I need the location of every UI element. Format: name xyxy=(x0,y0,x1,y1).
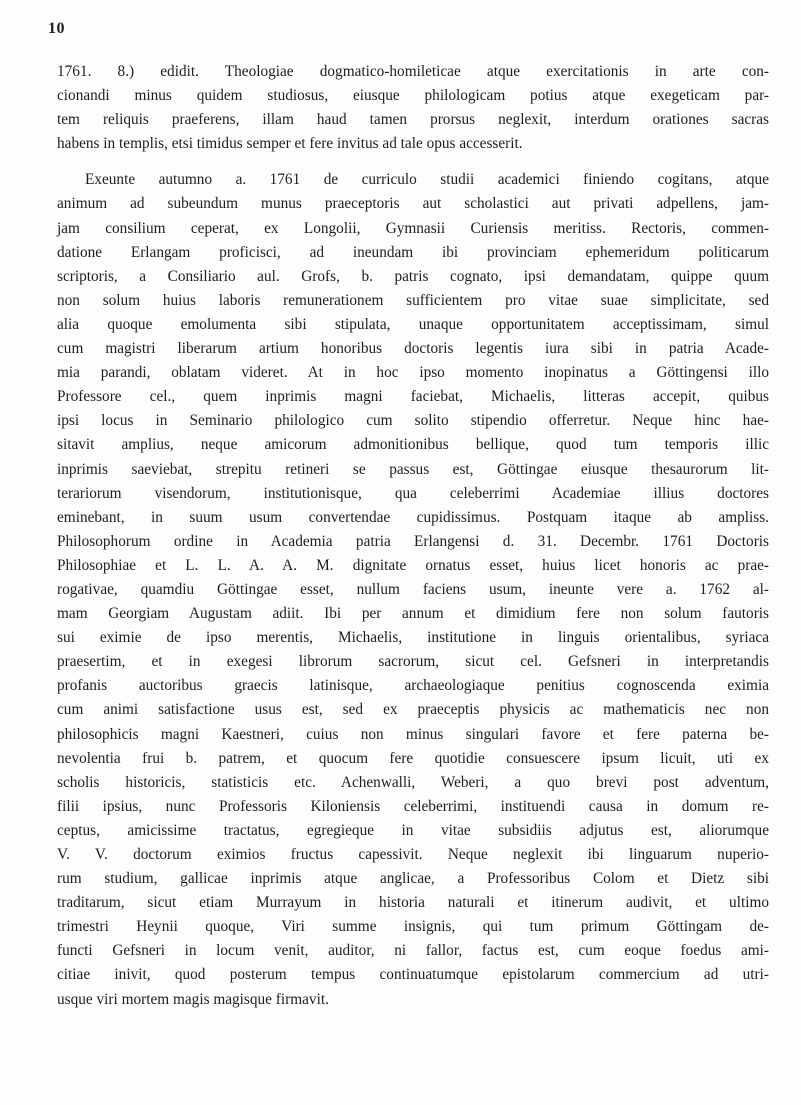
text-line: filii ipsius, nunc Professoris Kiloniensis celeberrimi, instituendi causa in domum re- xyxy=(57,797,769,815)
text-line: traditarum, sicut etiam Murrayum in historia naturali et itinerum audivit, et ultimo xyxy=(57,894,769,912)
text-line: scriptoris, a Consiliario aul. Grofs, b. patris cognato, ipsi demandatam, quippe quum xyxy=(57,267,769,285)
text-line: mia parandi, oblatam videret. At in hoc ipso momento inopinatus a Göttingensi illo xyxy=(57,364,769,382)
text-line: Philosophiae et L. L. A. A. M. dignitate ornatus esset, huius licet honoris ac prae- xyxy=(57,556,769,574)
page-number: 10 xyxy=(48,20,65,37)
text-line: inprimis saeviebat, strepitu retineri se passus est, Göttingae eiusque thesaurorum lit- xyxy=(57,460,769,478)
text-line: profanis auctoribus graecis latinisque, archaeologiaque penitius cognoscenda eximia xyxy=(57,677,769,695)
text-line: animum ad subeundum munus praeceptoris aut scholastici aut privati adpellens, jam- xyxy=(57,195,769,213)
text-line: ipsi locus in Seminario philologico cum solito stipendio offerretur. Neque hinc hae- xyxy=(57,412,769,430)
text-line: eminebant, in suum usum convertendae cupidissimus. Postquam itaque ab ampliss. xyxy=(57,508,769,526)
text-line: functi Gefsneri in locum venit, auditor, ni fallor, factus est, cum eoque foedus ami- xyxy=(57,942,769,960)
text-line: mam Georgiam Augustam adiit. Ibi per annum et dimidium fere non solum fautoris xyxy=(57,605,769,623)
text-line: cum animi satisfactione usus est, sed ex praeceptis physicis ac mathematicis nec non xyxy=(57,701,769,719)
text-line: datione Erlangam proficisci, ad ineundam ibi provinciam ephemeridum politicarum xyxy=(57,243,769,261)
text-line: 1761. 8.) edidit. Theologiae dogmatico-homileticae atque exercitationis in arte con- xyxy=(57,63,769,80)
text-line: Professore cel., quem inprimis magni faciebat, Michaelis, litteras accepit, quibus xyxy=(57,388,769,406)
text-line: sui eximie de ipso merentis, Michaelis, institutione in linguis orientalibus, syriaca xyxy=(57,629,769,647)
text-line: jam consilium ceperat, ex Longolii, Gymnasii Curiensis meritiss. Rectoris, commen- xyxy=(57,219,769,237)
text-line: habens in templis, etsi timidus semper et fere invitus ad tale opus accesserit. xyxy=(57,135,523,153)
text-line: philosophicis magni Kaestneri, cuius non minus singulari favore et fere paterna be- xyxy=(57,725,769,743)
text-line: tem reliquis praeferens, illam haud tamen prorsus neglexit, interdum orationes sacras xyxy=(57,111,769,129)
body-text xyxy=(57,60,769,1012)
text-line: cum magistri liberarum artium honoribus doctoris legentis iura sibi in patria Acade- xyxy=(57,340,769,358)
text-line: rum studium, gallicae inprimis atque anglicae, a Professoribus Colom et Dietz sibi xyxy=(57,870,769,888)
text-line: Exeunte autumno a. 1761 de curriculo studii academici finiendo cogitans, atque xyxy=(85,171,769,189)
text-line: nevolentia frui b. patrem, et quocum fere quotidie consuescere ipsum licuit, uti ex xyxy=(57,749,769,767)
text-line: non solum huius laboris remunerationem sufficientem pro vitae suae simplicitate, sed xyxy=(57,291,769,309)
text-line: praesertim, et in exegesi librorum sacrorum, sicut cel. Gefsneri in interpretandis xyxy=(57,653,769,671)
text-line: rogativae, quamdiu Göttingae esset, nullum faciens usum, ineunte vere a. 1762 al- xyxy=(57,580,769,598)
text-line: trimestri Heynii quoque, Viri summe insignis, qui tum primum Göttingam de- xyxy=(57,918,769,936)
text-line: Philosophorum ordine in Academia patria Erlangensi d. 31. Decembr. 1761 Doctoris xyxy=(57,532,769,550)
text-line: terariorum visendorum, institutionisque, qua celeberrimi Academiae illius doctores xyxy=(57,484,769,502)
paragraph xyxy=(57,60,769,156)
paragraph xyxy=(57,168,769,1011)
text-line: sitavit amplius, neque amicorum admonitionibus bellique, quod tum temporis illic xyxy=(57,436,769,454)
text-line: alia quoque emolumenta sibi stipulata, unaque opportunitatem acceptissimam, simul xyxy=(57,315,769,333)
text-line: ceptus, amicissime tractatus, egregieque in vitae subsidiis adjutus est, aliorumque xyxy=(57,821,769,839)
text-line: V. V. doctorum eximios fructus capessivit. Neque neglexit ibi linguarum nuperio- xyxy=(57,846,769,863)
text-line: cionandi minus quidem studiosus, eiusque philologicam potius atque exegeticam par- xyxy=(57,87,769,105)
text-line: scholis historicis, statisticis etc. Achenwalli, Weberi, a quo brevi post adventum, xyxy=(57,773,769,791)
text-line: citiae inivit, quod posterum tempus continuatumque epistolarum commercium ad utri- xyxy=(57,966,769,984)
text-line: usque viri mortem magis magisque firmavit. xyxy=(57,990,329,1008)
